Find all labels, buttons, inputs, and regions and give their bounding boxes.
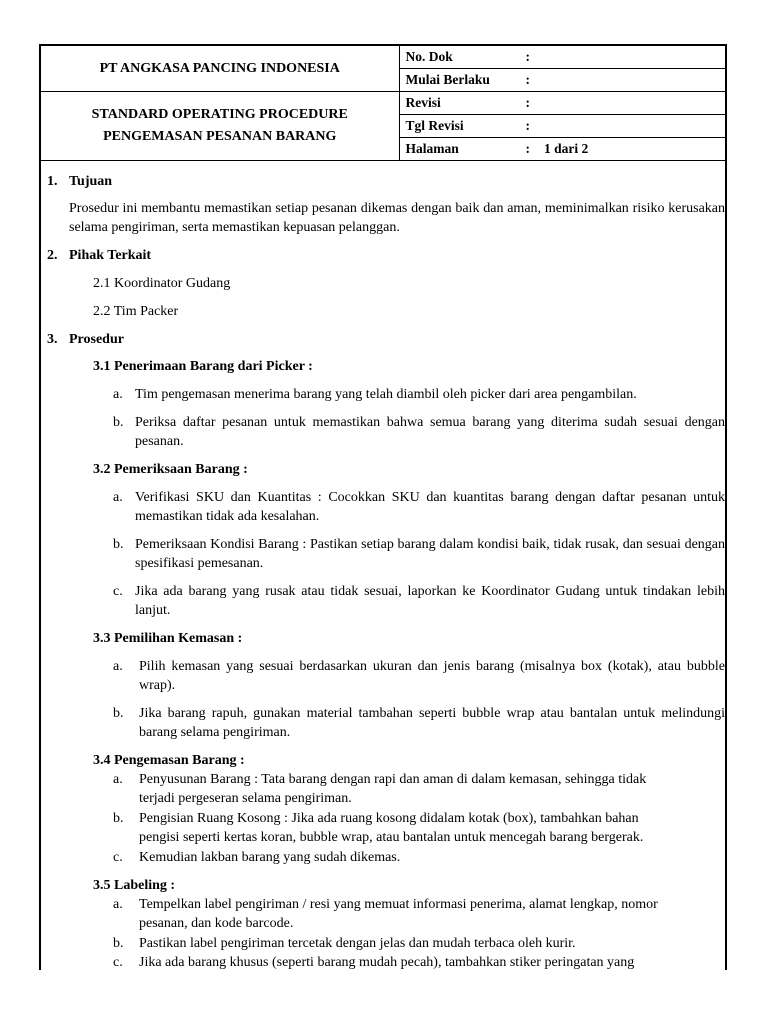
field-tgl-revisi: Tgl Revisi : xyxy=(399,115,727,138)
list-item: a. Tempelkan label pengiriman / resi yang memuat informasi penerima, alamat lengkap, nomor pesanan, dan kode barcode. xyxy=(113,897,658,931)
list-item: a. Penyusunan Barang : Tata barang dengan rapi dan aman di dalam kemasan, sehingga tidak terjadi pergeseran selama pengiriman. xyxy=(113,772,647,806)
list-item: c. Jika ada barang khusus (seperti barang mudah pecah), tambahkan stiker peringatan yang xyxy=(113,955,635,970)
subsection-3-1-heading: 3.1 Penerimaan Barang dari Picker : xyxy=(93,359,313,374)
title-line-2: PENGEMASAN PESANAN BARANG xyxy=(103,129,337,144)
field-mulai-berlaku: Mulai Berlaku : xyxy=(399,69,727,92)
title-line-1: STANDARD OPERATING PROCEDURE xyxy=(91,107,348,122)
list-item: a. Verifikasi SKU dan Kuantitas : Cocokkan SKU dan kuantitas barang dengan daftar pesanan untuk memastikan tidak ada kesalahan. xyxy=(113,490,725,524)
list-item: b. Jika barang rapuh, gunakan material tambahan seperti bubble wrap atau bantalan untuk melindungi barang selama pengiriman. xyxy=(113,706,725,740)
section-pihak-terkait-heading: 2. Pihak Terkait xyxy=(47,248,152,263)
document-title xyxy=(41,92,399,161)
sop-page xyxy=(39,44,727,970)
subsection-3-4-heading: 3.4 Pengemasan Barang : xyxy=(93,753,245,768)
pihak-item: 2.1 Koordinator Gudang xyxy=(93,276,231,291)
subsection-3-5-heading: 3.5 Labeling : xyxy=(93,878,176,893)
list-item: c. Kemudian lakban barang yang sudah dikemas. xyxy=(113,850,401,865)
list-item: b. Pengisian Ruang Kosong : Jika ada ruang kosong didalam kotak (box), tambahkan bahan pengisi seperti kertas koran, bubble wrap, atau bantalan untuk mencegah barang bergerak. xyxy=(113,811,644,845)
document-header-table xyxy=(41,46,727,161)
list-item: c. Jika ada barang yang rusak atau tidak sesuai, laporkan ke Koordinator Gudang untuk tindakan lebih lanjut. xyxy=(113,584,725,618)
list-item: b. Pastikan label pengiriman tercetak dengan jelas dan mudah terbaca oleh kurir. xyxy=(113,936,576,951)
subsection-3-3-heading: 3.3 Pemilihan Kemasan : xyxy=(93,631,243,646)
subsection-3-2-heading: 3.2 Pemeriksaan Barang : xyxy=(93,462,248,477)
field-revisi: Revisi : xyxy=(399,92,727,115)
section-tujuan-heading: 1. Tujuan xyxy=(47,174,113,189)
section-tujuan-text: Prosedur ini membantu memastikan setiap pesanan dikemas dengan baik dan aman, meminimalkan risiko kerusakan selama pengiriman, serta memastikan kepuasan pelanggan. xyxy=(69,201,725,235)
section-prosedur-heading: 3. Prosedur xyxy=(47,332,124,347)
field-halaman: Halaman : 1 dari 2 xyxy=(399,138,727,161)
pihak-item: 2.2 Tim Packer xyxy=(93,304,179,319)
list-item: a. Tim pengemasan menerima barang yang telah diambil oleh picker dari area pengambilan. xyxy=(113,387,637,402)
company-name: PT ANGKASA PANCING INDONESIA xyxy=(41,46,399,92)
field-no-dok: No. Dok : xyxy=(399,46,727,69)
list-item: b. Periksa daftar pesanan untuk memastikan bahwa semua barang yang diterima sudah sesuai dengan pesanan. xyxy=(113,415,725,449)
list-item: a. Pilih kemasan yang sesuai berdasarkan ukuran dan jenis barang (misalnya box (kotak), atau bubble wrap). xyxy=(113,659,725,693)
list-item: b. Pemeriksaan Kondisi Barang : Pastikan setiap barang dalam kondisi baik, tidak rusak, dan sesuai dengan spesifikasi pemesanan. xyxy=(113,537,725,571)
